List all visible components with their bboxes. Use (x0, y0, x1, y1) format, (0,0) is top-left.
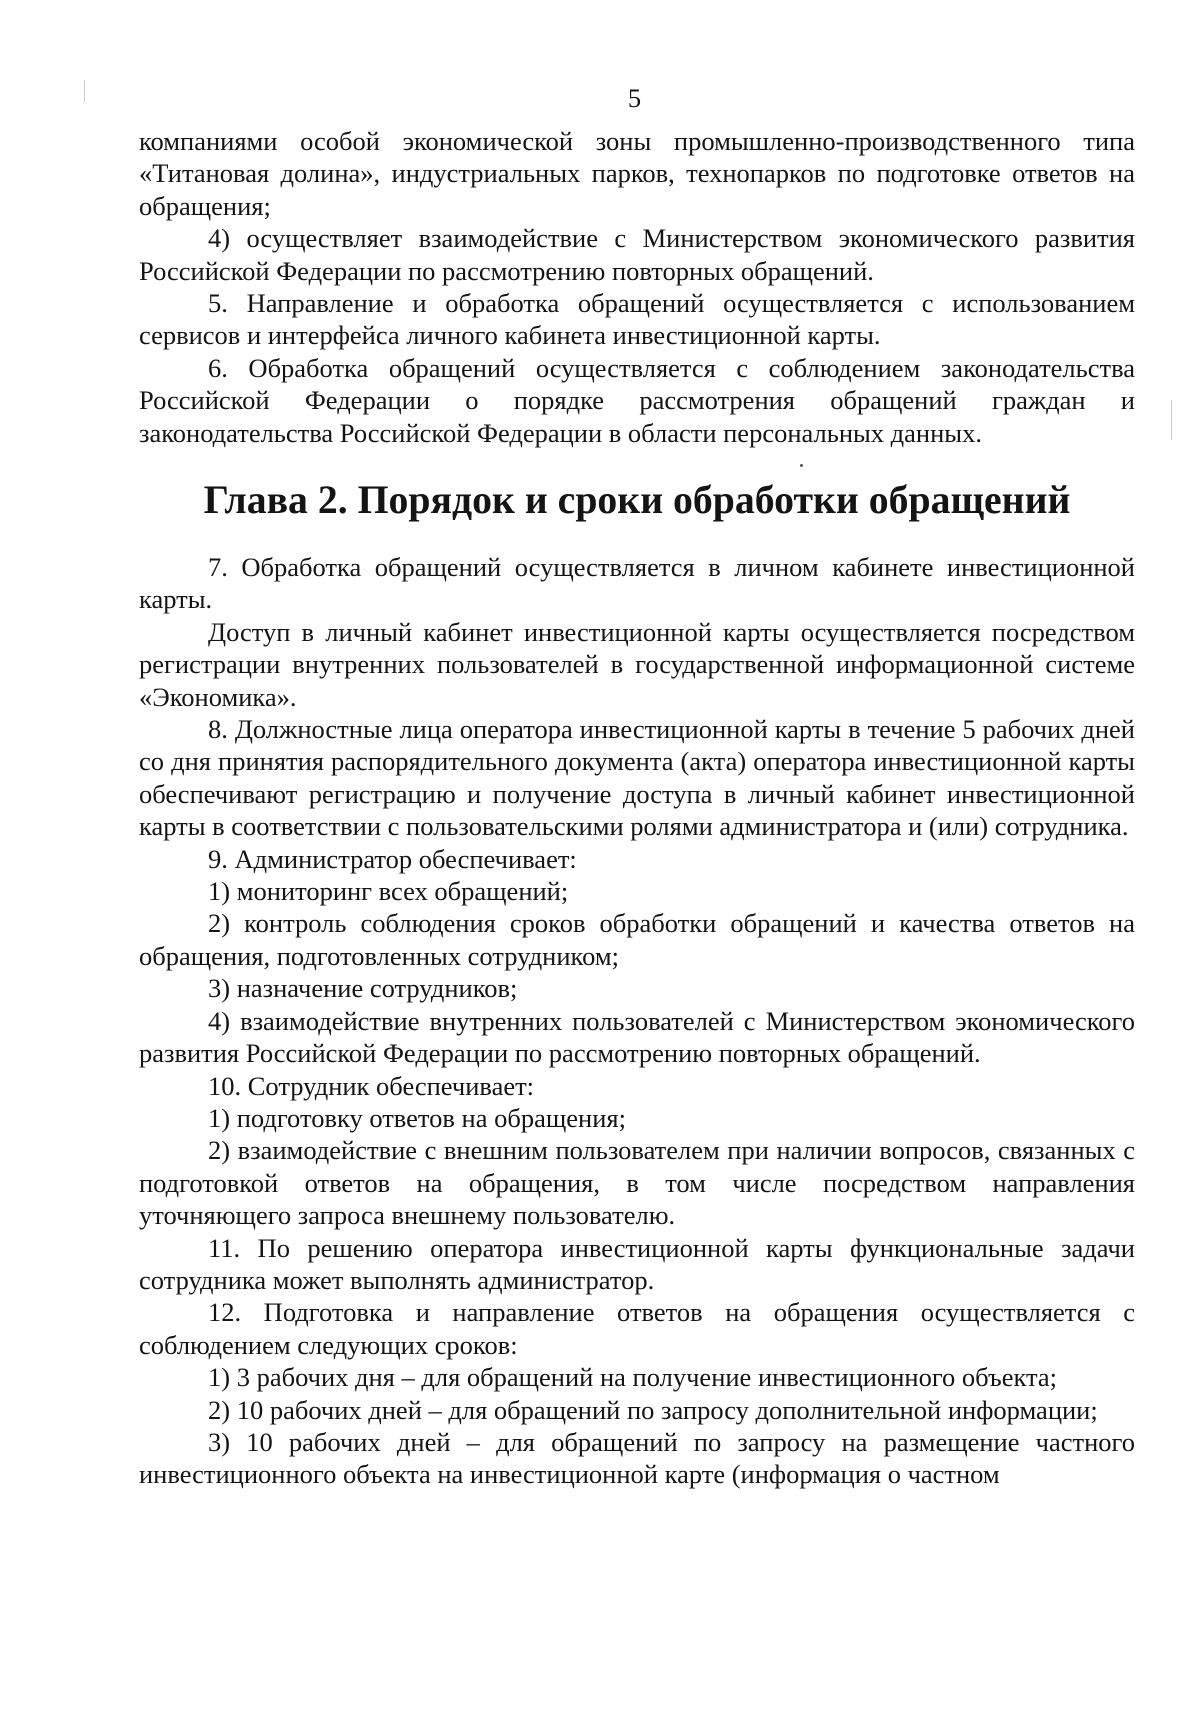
list-item: 3) 10 рабочих дней – для обращений по запросу на размещение частного инвестиционного объекта на инвестиционной карте (информация о частном (139, 1426, 1135, 1490)
list-item: 2) 10 рабочих дней – для обращений по запросу дополнительной информации; (208, 1394, 1098, 1425)
paragraph: 8. Должностные лица оператора инвестиционной карты в течение 5 рабочих дней со дня принятия распорядительного документа (акта) оператора инвестиционной карты обеспечивают регистрацию и получение доступа в личный кабинет инвестиционной карты в соответствии с пользовательскими ролями администратора и (или) сотрудника. (139, 714, 1135, 842)
scan-speck (800, 464, 803, 467)
list-item: 2) взаимодействие с внешним пользователем при наличии вопросов, связанных с подготовкой ответов на обращения, в том числе посредством направления уточняющего запроса внешнему пользователю. (139, 1135, 1135, 1231)
chapter-body (139, 551, 1135, 1491)
intro-section (139, 125, 1135, 449)
chapter-heading: Глава 2. Порядок и сроки обработки обращений (203, 478, 1071, 522)
paragraph: 4) осуществляет взаимодействие с Министерством экономического развития Российской Федерации по рассмотрению повторных обращений. (139, 223, 1135, 286)
list-item: 1) подготовку ответов на обращения; (208, 1102, 626, 1133)
paragraph: Доступ в личный кабинет инвестиционной карты осуществляется посредством регистрации внутренних пользователей в государственной информационной системе «Экономика». (139, 616, 1135, 712)
list-item: 4) взаимодействие внутренних пользователей с Министерством экономического развития Российской Федерации по рассмотрению повторных обращений. (139, 1005, 1135, 1069)
list-item: 1) мониторинг всех обращений; (208, 876, 569, 907)
paragraph: 12. Подготовка и направление ответов на обращения осуществляется с соблюдением следующих сроков: (139, 1297, 1135, 1360)
paragraph: 11. По решению оператора инвестиционной карты функциональные задачи сотрудника может выполнять администратор. (139, 1232, 1135, 1295)
list-item: 2) контроль соблюдения сроков обработки обращений и качества ответов на обращения, подготовленных сотрудником; (139, 908, 1135, 971)
scan-edge-mark (1171, 400, 1172, 440)
list-item: 3) назначение сотрудников; (208, 973, 518, 1004)
paragraph: 7. Обработка обращений осуществляется в личном кабинете инвестиционной карты. (139, 552, 1135, 615)
paragraph: 5. Направление и обработка обращений осуществляется с использованием сервисов и интерфейса личного кабинета инвестиционной карты. (139, 288, 1135, 351)
page-number: 5 (627, 83, 642, 113)
paragraph: 6. Обработка обращений осуществляется с соблюдением законодательства Российской Федерации о порядке рассмотрения обращений граждан и законодательства Российской Федерации в области персональных данных. (139, 352, 1135, 448)
list-item: 1) 3 рабочих дня – для обращений на получение инвестиционного объекта; (208, 1362, 1058, 1393)
paragraph: компаниями особой экономической зоны промышленно-производственного типа «Титановая долина», индустриальных парков, технопарков по подготовке ответов на обращения; (139, 126, 1135, 221)
paragraph: 9. Администратор обеспечивает: (208, 843, 577, 874)
paragraph: 10. Сотрудник обеспечивает: (208, 1070, 535, 1101)
